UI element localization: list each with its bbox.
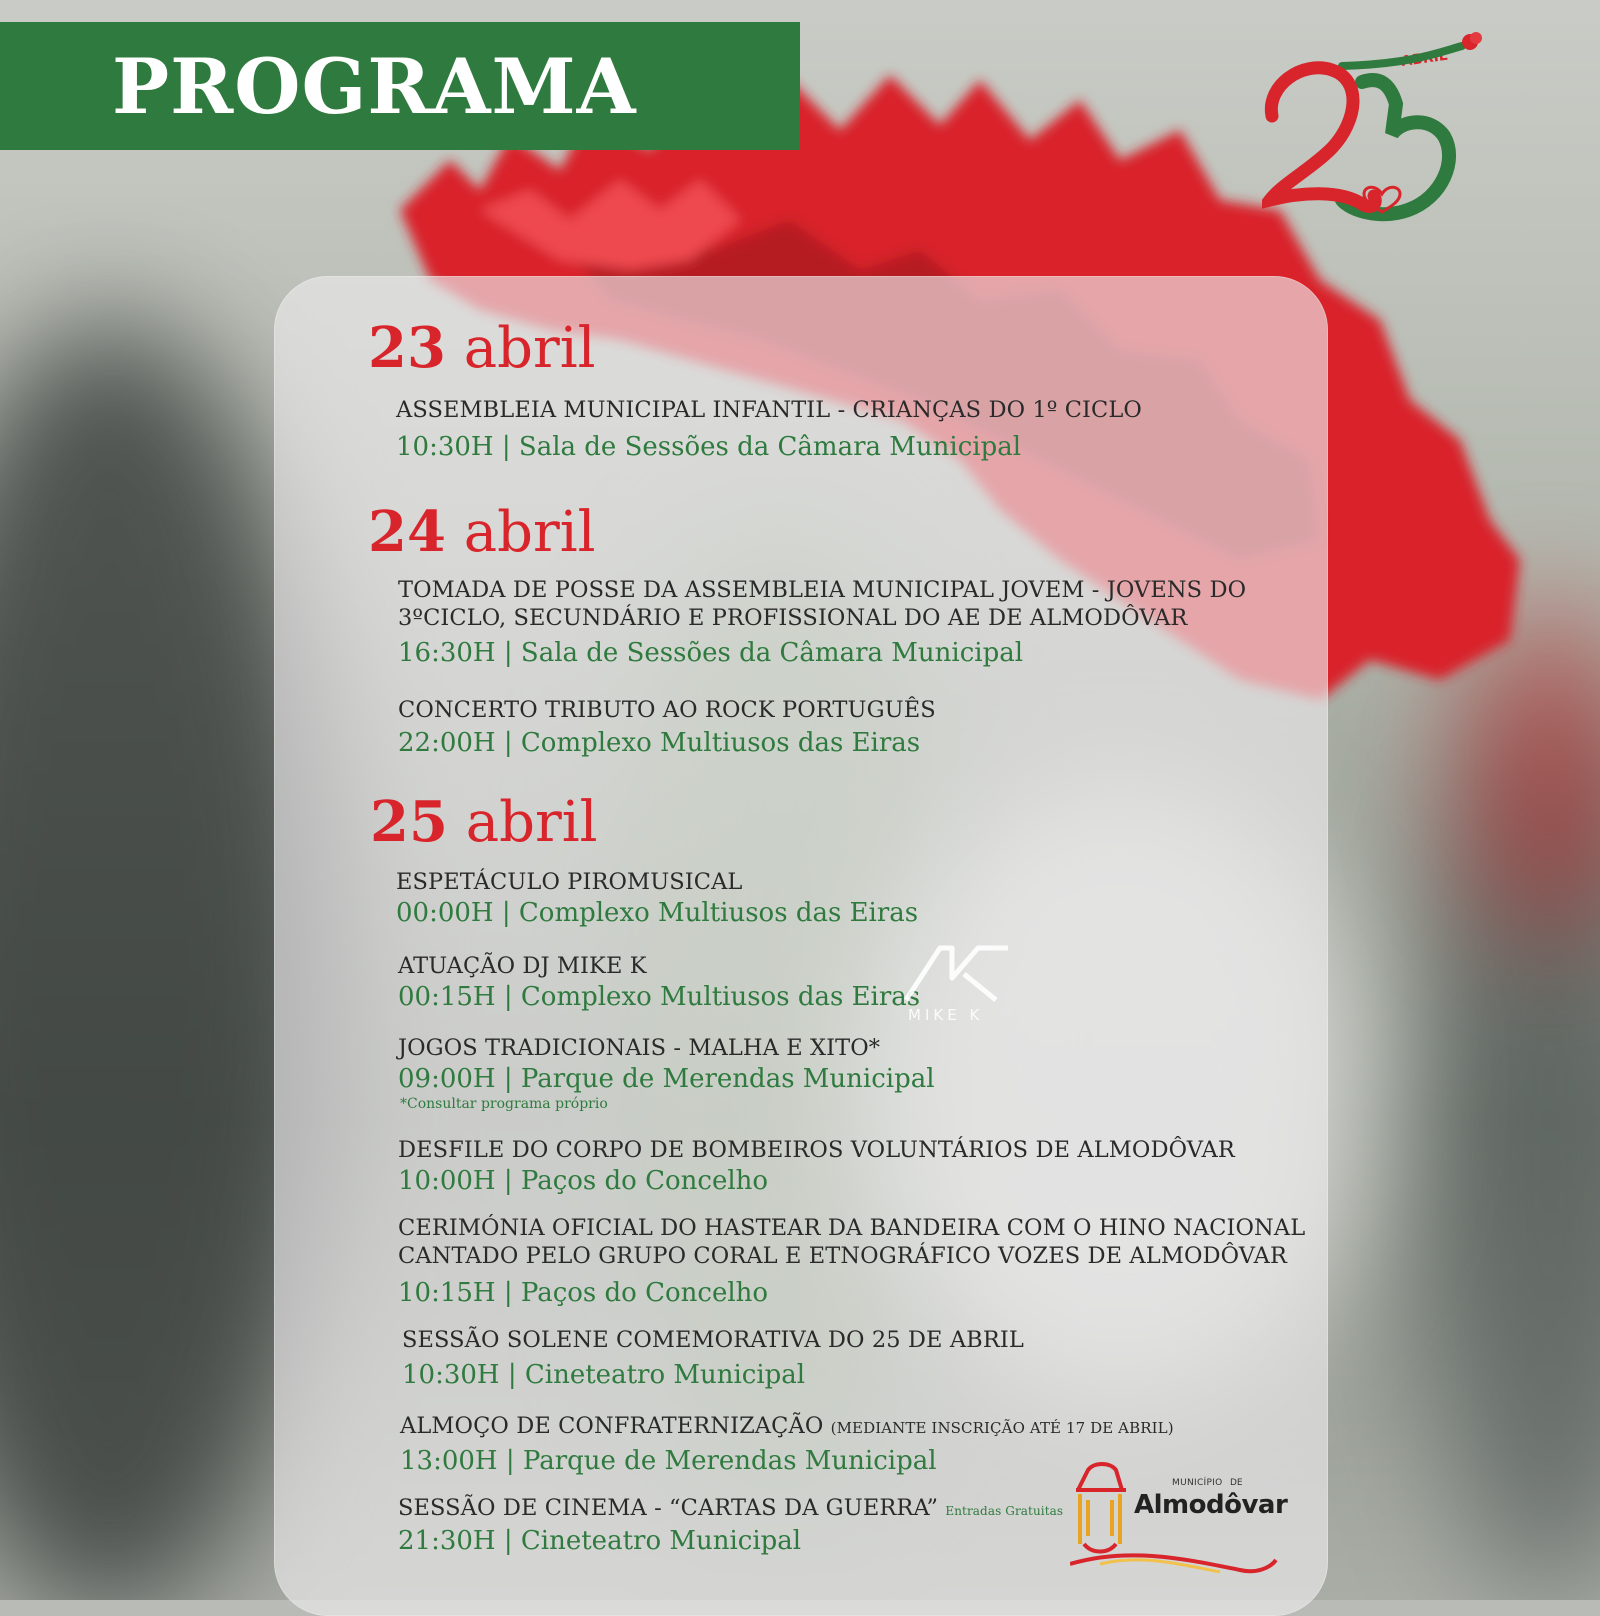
event-detail: 16:30H | Sala de Sessões da Câmara Municipal — [398, 638, 1024, 668]
event-title: TOMADA DE POSSE DA ASSEMBLEIA MUNICIPAL JOVEM - JOVENS DO 3ºCICLO, SECUNDÁRIO E PROFISSIONAL DO AE DE ALMODÔVAR — [398, 577, 1247, 632]
event-detail: 09:00H | Parque de Merendas Municipal — [398, 1064, 935, 1094]
event-title: SESSÃO SOLENE COMEMORATIVA DO 25 DE ABRIL — [402, 1327, 1024, 1353]
event-title-suffix: Entradas Gratuitas — [945, 1504, 1064, 1518]
event-note: *Consultar programa próprio — [400, 1096, 608, 1112]
event-title: DESFILE DO CORPO DE BOMBEIROS VOLUNTÁRIOS DE ALMODÔVAR — [398, 1137, 1235, 1163]
event-title: ESPETÁCULO PIROMUSICAL — [396, 869, 743, 895]
day-heading-24: 24 abril — [368, 499, 596, 565]
logo-label: ABRIL — [1400, 47, 1449, 70]
mike-k-label: MIKE K — [908, 1006, 984, 1024]
event-detail: 22:00H | Complexo Multiusos das Eiras — [398, 728, 921, 758]
page-title: PROGRAMA — [112, 41, 637, 131]
event-detail: 13:00H | Parque de Merendas Municipal — [400, 1446, 937, 1476]
municipio-name: Almodôvar — [1134, 1490, 1288, 1520]
event-detail: 10:15H | Paços do Concelho — [398, 1278, 769, 1308]
event-title-suffix: (MEDIANTE INSCRIÇÃO ATÉ 17 DE ABRIL) — [830, 1419, 1174, 1437]
event-detail: 10:30H | Cineteatro Municipal — [402, 1360, 806, 1390]
day-heading-23: 23 abril — [368, 315, 596, 381]
event-detail: 21:30H | Cineteatro Municipal — [398, 1526, 802, 1556]
header-bar — [0, 22, 800, 150]
event-title: JOGOS TRADICIONAIS - MALHA E XITO* — [398, 1035, 881, 1061]
event-detail: 10:30H | Sala de Sessões da Câmara Municipal — [396, 432, 1022, 462]
municipio-de: DE — [1230, 1478, 1243, 1488]
event-title: ALMOÇO DE CONFRATERNIZAÇÃO (MEDIANTE INSCRIÇÃO ATÉ 17 DE ABRIL) — [400, 1413, 1174, 1439]
municipio-logo — [1070, 1460, 1288, 1584]
event-detail: 00:00H | Complexo Multiusos das Eiras — [396, 898, 919, 928]
event-title: ATUAÇÃO DJ MIKE K — [398, 953, 647, 979]
event-detail: 00:15H | Complexo Multiusos das Eiras — [398, 982, 921, 1012]
event-title: ASSEMBLEIA MUNICIPAL INFANTIL - CRIANÇAS DO 1º CICLO — [396, 397, 1142, 423]
municipio-prefix: MUNICÍPIO — [1172, 1478, 1223, 1488]
event-title: CONCERTO TRIBUTO AO ROCK PORTUGUÊS — [398, 697, 936, 723]
event-title: SESSÃO DE CINEMA - “CARTAS DA GUERRA” Entradas Gratuitas — [398, 1495, 1064, 1521]
25-abril-logo — [1262, 24, 1492, 244]
day-heading-25: 25 abril — [370, 789, 598, 855]
event-detail: 10:00H | Paços do Concelho — [398, 1166, 769, 1196]
event-title: CERIMÓNIA OFICIAL DO HASTEAR DA BANDEIRA COM O HINO NACIONAL CANTADO PELO GRUPO CORAL E ETNOGRÁFICO VOZES DE ALMODÔVAR — [398, 1215, 1306, 1270]
mike-k-logo — [900, 940, 1016, 1024]
